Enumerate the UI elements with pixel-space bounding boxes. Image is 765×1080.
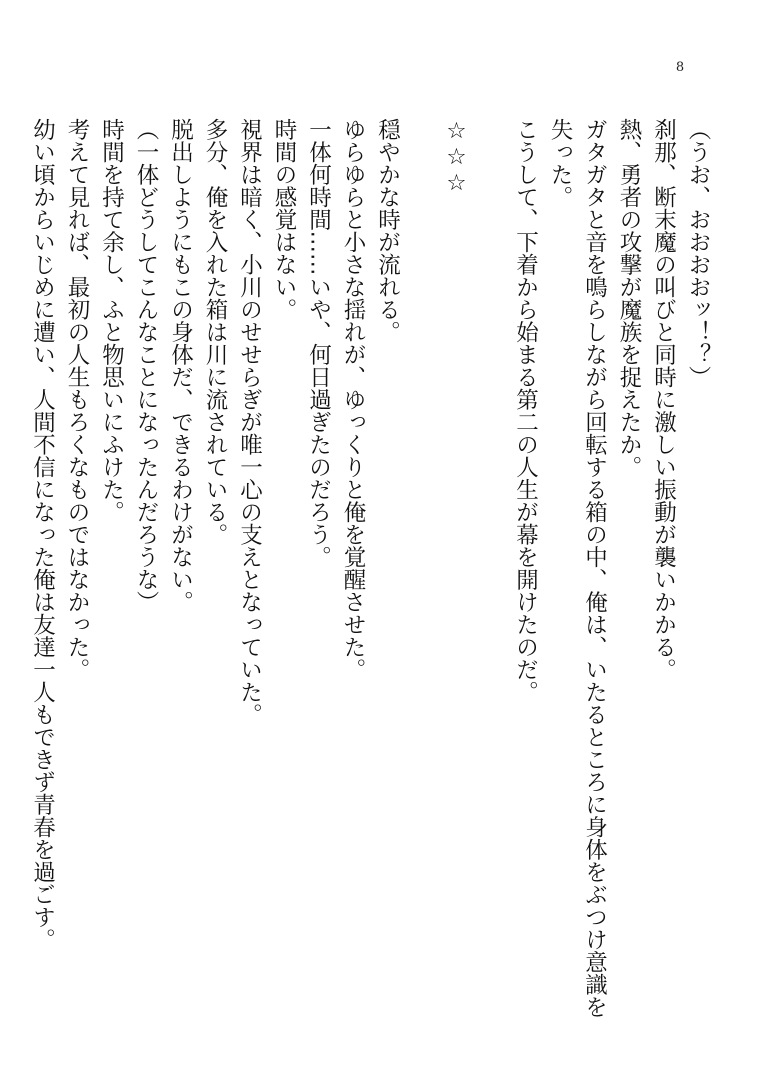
text-line: 多分、俺を入れた箱は川に流されている。 [202, 118, 228, 546]
text-line: ガタガタと音を鳴らしながら回転する箱の中、俺は、いたるところに身体をぶつけ意識を失った。 [547, 118, 608, 1018]
section-break-stars: ☆☆☆ [443, 118, 470, 196]
text-line: 穏やかな時が流れる。 [374, 118, 401, 343]
text-line: ゆらゆらと小さな揺れが、ゆっくりと俺を覚醒させた。 [340, 118, 366, 681]
text-line: 刹那、断末魔の叫びと同時に激しい振動が襲いかかる。 [650, 118, 677, 681]
blank-line [474, 118, 509, 1018]
text-line: 考えて見れば、最初の人生もろくなものではなかった。 [64, 118, 90, 681]
text-line: こうして、下着から始まる第二の人生が幕を開けたのだ。 [512, 118, 539, 703]
text-line: （うお、おおおおッ！？） [685, 118, 711, 388]
text-line: （一体どうしてこんなことになったんだろうな） [133, 118, 159, 613]
novel-text-body [25, 118, 715, 1018]
text-line: 幼い頃からいじめに遭い、人間不信になった俺は友達一人もできず青春を過ごす。 [29, 118, 56, 951]
text-line: 視界は暗く、小川のせせらぎが唯一心の支えとなっていた。 [236, 118, 263, 726]
blank-line [405, 118, 440, 1018]
text-line: 熱、勇者の攻撃が魔族を捉えたか。 [616, 118, 642, 478]
text-line: 一体何時間……いや、何日過ぎたのだろう。 [305, 118, 332, 568]
text-line: 時間を持て余し、ふと物思いにふけた。 [98, 118, 125, 523]
text-line: 時間の感覚はない。 [271, 118, 297, 321]
page-number: 8 [675, 60, 685, 75]
text-line: 脱出しようにもこの身体だ、できるわけがない。 [167, 118, 194, 613]
